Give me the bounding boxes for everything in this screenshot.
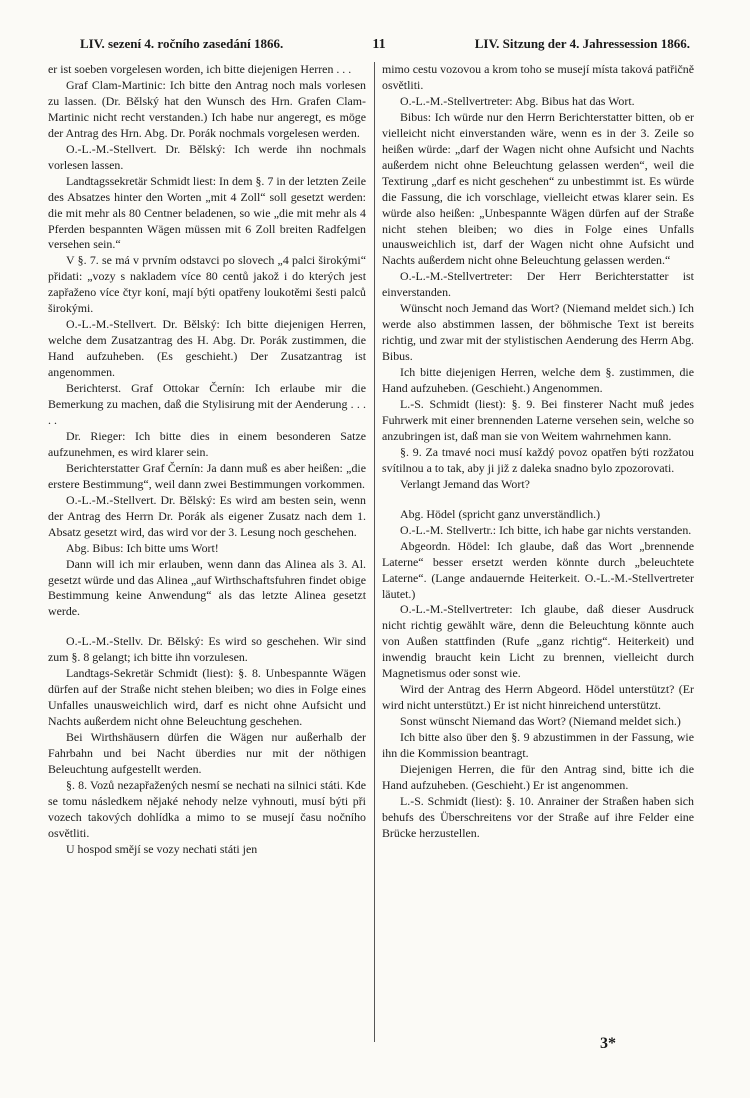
paragraph: L.-S. Schmidt (liest): §. 9. Bei finsterer Nacht muß jedes Fuhrwerk mit einer brennenden Laterne versehen sein, welche so anzubringen ist, daß man sie von Weitem wahrnehmen kann. [382, 397, 694, 443]
paragraph: Graf Clam-Martinic: Ich bitte den Antrag noch mals vorlesen zu lassen. (Dr. Bělský hat den Wunsch des Hrn. Grafen Clam-Martinic nicht recht verstanden.) Ich habe nur angeregt, es möge der Antrag des Hrn. Abg. Dr. Porák nochmals vorgelesen werden. [48, 77, 366, 140]
column-divider [374, 62, 375, 1042]
paragraph: Bibus: Ich würde nur den Herrn Berichterstatter bitten, ob er vielleicht nicht einverstanden wäre, wenn es in der 3. Zeile so heißen würde: „darf der Wagen nicht ohne Aufsicht und Nachts außerdem nicht ohne Beleuchtung gelassen werden“, weil die Textirung „darf es nicht geschehen“ zu unbestimmt ist. Es würde die Fassung, die ich vorschlage, vielleicht etwas klarer sein. Es würde also heißen: „Unbespannte Wägen dürfen auf der Straße nicht stehen bleiben; wo dies in Folge eines Unfalls unausweichlich ist, darf der Wagen nicht ohne Aufsicht und Nachts außerdem nicht ohne Beleuchtung gelassen werden.“ [382, 109, 694, 268]
paragraph: §. 8. Vozů nezapřažených nesmí se nechati na silnici státi. Kde se tomu následkem nějaké nehody nelze vyhnouti, musí býti při vozech takových dohlídka a mimo to se musejí času nočního osvětliti. [48, 777, 366, 840]
paragraph: O.-L.-M.-Stellvertreter: Abg. Bibus hat das Wort. [400, 93, 635, 108]
paragraph: Dann will ich mir erlauben, wenn dann das Alinea als 3. Al. gesetzt würde und das Alinea „auf Wirthschaftsfuhren findet obige Bestimmung keine Anwendung“ als das letzte Alinea gesetzt werde. [48, 556, 366, 619]
paragraph: Bei Wirthshäusern dürfen die Wägen nur außerhalb der Fahrbahn und bei Nacht überdies nur mit der nöthigen Beleuchtung aufgestellt werden. [48, 730, 366, 776]
paragraph: er ist soeben vorgelesen worden, ich bitte diejenigen Herren . . . [48, 62, 352, 76]
paragraph: L.-S. Schmidt (liest): §. 10. Anrainer der Straßen haben sich behufs des Überschreitens vor der Straße auf ihre Felder eine Brücke herzustellen. [382, 793, 694, 840]
paragraph: Ich bitte also über den §. 9 abzustimmen in der Fassung, wie ihn die Kommission beantragt. [382, 730, 694, 761]
paragraph: O.-L.-M. Stellvertr.: Ich bitte, ich habe gar nichts verstanden. [400, 522, 692, 537]
paragraph: Wünscht noch Jemand das Wort? (Niemand meldet sich.) Ich werde also abstimmen lassen, der böhmische Text ist bereits richtig, und zwar mit der stylistischen Aenderung des Herrn Abg. Bibus. [382, 301, 694, 364]
paragraph: O.-L.-M.-Stellv. Dr. Bělský: Es wird so geschehen. Wir sind zum §. 8 gelangt; ich bitte ihn vorzulesen. [48, 634, 366, 665]
spacer [48, 620, 366, 634]
right-column [382, 62, 694, 842]
paragraph: Verlangt Jemand das Wort? [400, 476, 530, 491]
paragraph: §. 9. Za tmavé noci musí každý povoz opatřen býti rozžatou svítilnou a to tak, aby ji již z daleka snadno bylo zpozorovati. [382, 444, 694, 475]
paragraph: O.-L.-M.-Stellvertreter: Der Herr Berichterstatter ist einverstanden. [382, 269, 694, 300]
header-left-czech: LIV. sezení 4. ročního zasedání 1866. [80, 36, 284, 51]
paragraph: Dr. Rieger: Ich bitte dies in einem besonderen Satze aufzunehmen, es wird klarer sein. [48, 428, 366, 459]
paragraph: O.-L.-M.-Stellvert. Dr. Bělský: Ich bitte diejenigen Herren, welche dem Zusatzantrag des H. Abg. Dr. Porák zustimmen, die Hand aufzuheben. (Es geschieht.) Der Zusatzantrag ist angenommen. [48, 317, 366, 380]
paragraph: Berichterstatter Graf Černín: Ja dann muß es aber heißen: „die erstere Bestimmung“, weil dann zwei Bestimmungen vorkommen. [48, 460, 366, 491]
paragraph: Sonst wünscht Niemand das Wort? (Niemand meldet sich.) [400, 714, 681, 729]
header-right-german: LIV. Sitzung der 4. Jahressession 1866. [474, 36, 690, 51]
paragraph: V §. 7. se má v prvním odstavci po slovech „4 palci širokými“ přidati: „vozy s nakladem více 80 centů jakož i do kterých jest zapřaženo více čtyr koní, mají býti opatřeny loukotěmi šesti palců širokými. [48, 253, 366, 316]
paragraph: Ich bitte diejenigen Herren, welche dem §. zustimmen, die Hand aufzuheben. (Geschieht.) Angenommen. [382, 365, 694, 396]
paragraph: Berichterst. Graf Ottokar Černín: Ich erlaube mir die Bemerkung zu machen, daß die Stylisirung mit der Aenderung . . . . . [48, 381, 366, 427]
signature-mark: 3* [600, 1035, 616, 1052]
page-header [80, 36, 690, 53]
paragraph: Diejenigen Herren, die für den Antrag sind, bitte ich die Hand aufzuheben. (Geschieht.) Er ist angenommen. [382, 761, 694, 792]
paragraph: O.-L.-M.-Stellvertreter: Ich glaube, daß dieser Ausdruck nicht richtig gewählt wäre, denn die Beleuchtung könnte auch von Außen stattfinden (Rufe „ganz richtig“. Heiterkeit) und inwendig braucht kein Licht zu brennen, vielleicht durch Magnetismus oder sonst wie. [382, 602, 694, 681]
left-column [48, 62, 366, 858]
paragraph: Abg. Hödel (spricht ganz unverständlich.) [400, 506, 601, 521]
paragraph: O.-L.-M.-Stellvert. Dr. Bělský: Ich werde ihn nochmals vorlesen lassen. [48, 141, 366, 172]
paragraph: U hospod smějí se vozy nechati státi jen [66, 841, 258, 856]
paragraph: Landtagssekretär Schmidt liest: In dem §. 7 in der letzten Zeile des Absatzes hinter den Worten „mit 4 Zoll“ soll gesetzt werden: die mit mehr als 80 Centner beladenen, so wie „die mit mehr als 4 Pferden bespannten Wägen müssen mit 6 Zoll breiten Radfelgen versehen sein.“ [48, 173, 366, 252]
paragraph: mimo cestu vozovou a krom toho se musejí místa taková patřičně osvětliti. [382, 62, 694, 92]
paragraph: O.-L.-M.-Stellvert. Dr. Bělský: Es wird am besten sein, wenn der Antrag des Herrn Dr. Porák als eigener Zusatz nach dem 1. Absatz gesetzt wird, das wird vor der 3. Lesung noch geschehen. [48, 492, 366, 539]
paragraph: Wird der Antrag des Herrn Abgeord. Hödel unterstützt? (Er wird nicht unterstützt.) Er ist nicht hinreichend unterstützt. [382, 682, 694, 713]
page-number: 11 [372, 37, 386, 52]
paragraph: Landtags-Sekretär Schmidt (liest): §. 8. Unbespannte Wägen dürfen auf der Straße nicht stehen bleiben; wo dies in Folge eines Unfalles unausweichlich wird, darf es nicht ohne Aufsicht und Nachts außerdem nicht ohne Beleuchtung geschehen. [48, 666, 366, 729]
paragraph: Abg. Bibus: Ich bitte ums Wort! [66, 540, 219, 555]
paragraph: Abgeordn. Hödel: Ich glaube, daß das Wort „brennende Laterne“ besser ersetzt werden könnte durch „beleuchtete Laterne“. (Lange andauernde Heiterkeit. O.-L.-M.-Stellvertreter läutet.) [382, 538, 694, 601]
spacer [382, 493, 694, 507]
